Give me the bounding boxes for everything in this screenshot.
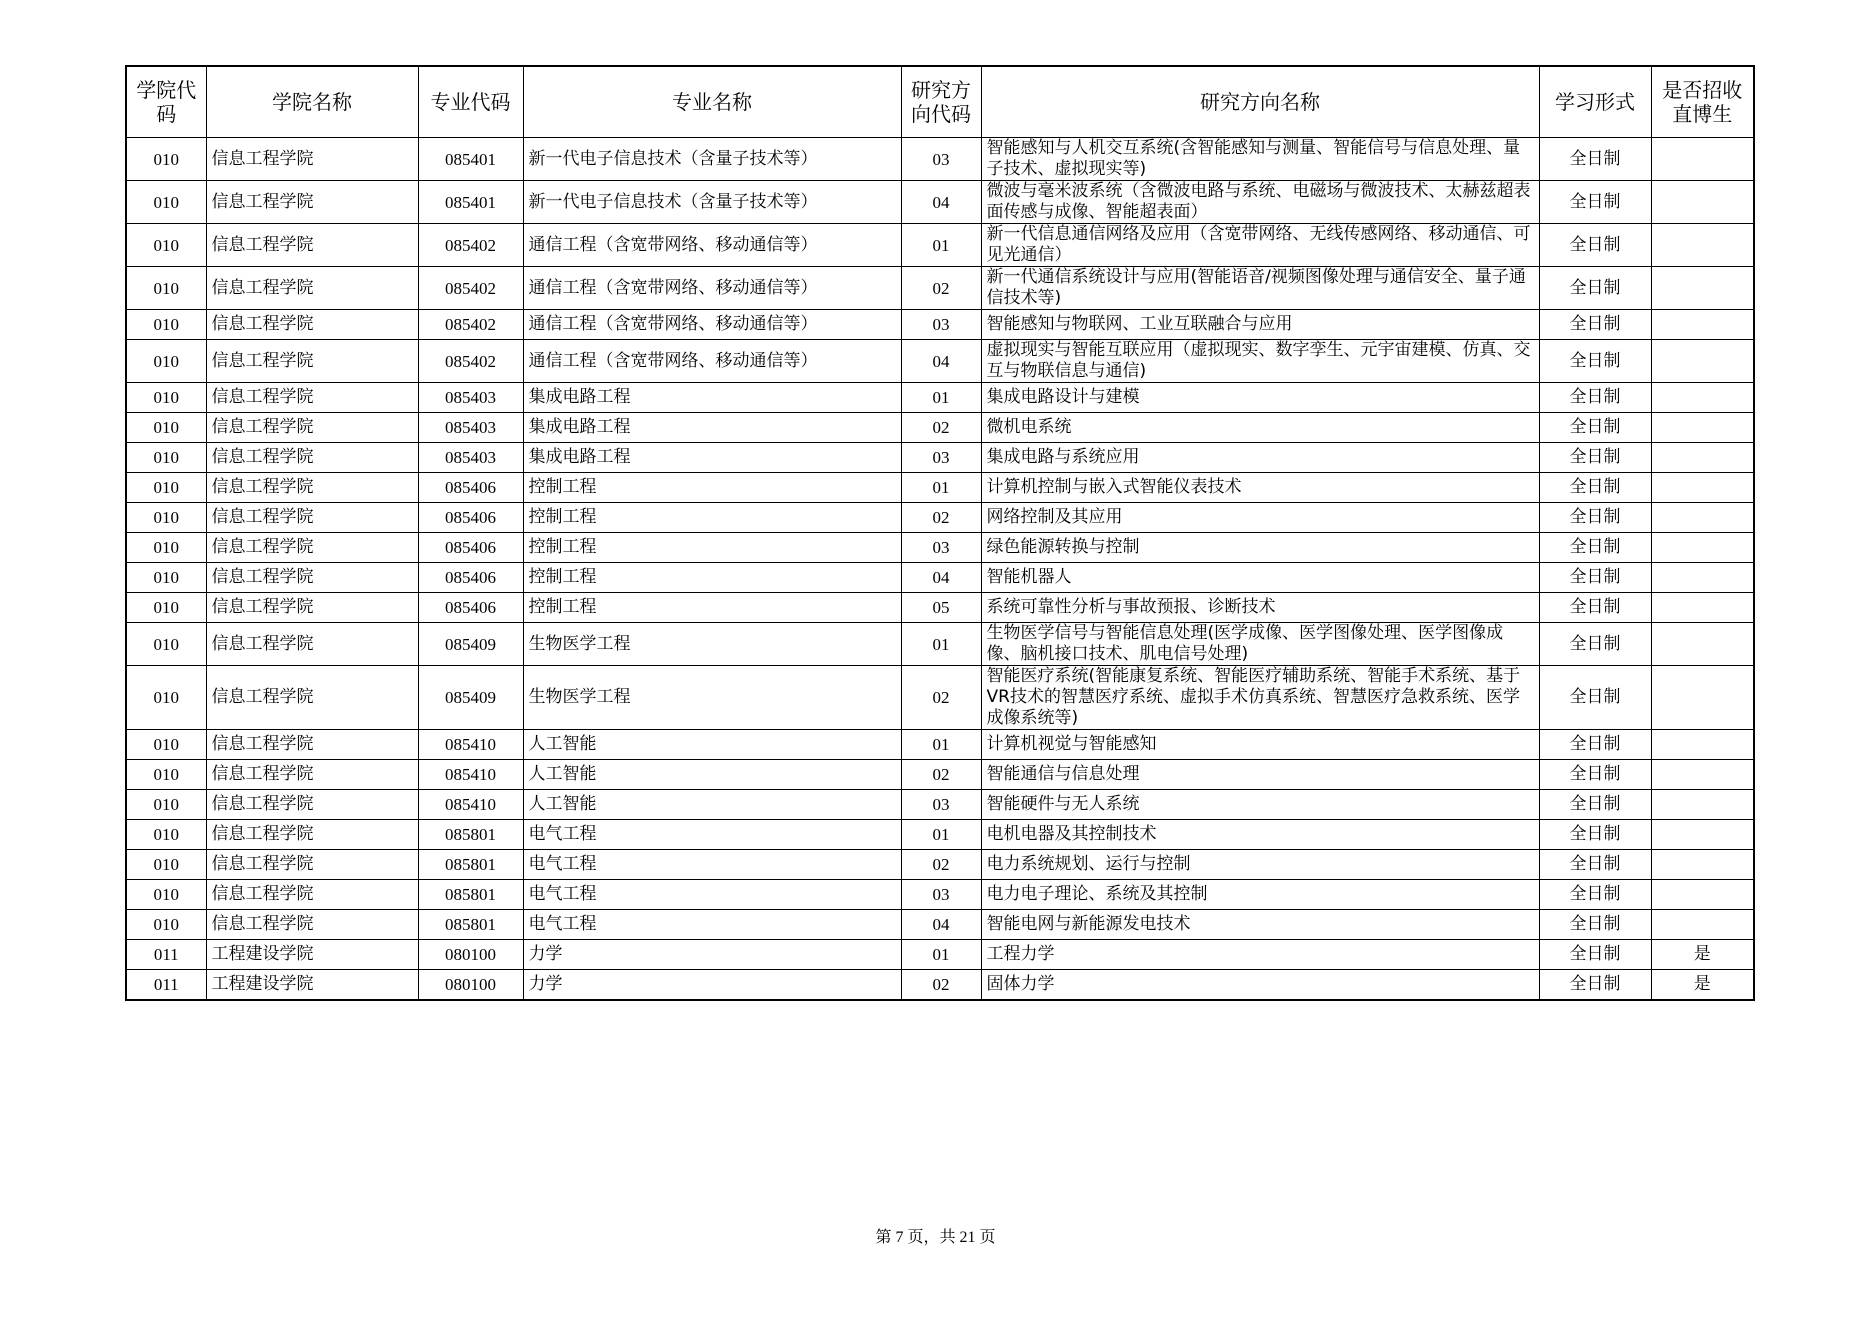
cell-college-code: 010 (126, 473, 206, 503)
table-row (126, 181, 1754, 224)
cell-major-name: 生物医学工程 (523, 666, 901, 730)
cell-major-name: 电气工程 (523, 880, 901, 910)
cell-college-code: 010 (126, 666, 206, 730)
cell-study-mode: 全日制 (1539, 730, 1651, 760)
cell-major-code: 085409 (418, 623, 523, 666)
cell-study-mode: 全日制 (1539, 181, 1651, 224)
cell-college-name: 信息工程学院 (206, 623, 418, 666)
cell-major-code: 085403 (418, 413, 523, 443)
table-row (126, 910, 1754, 940)
cell-direction-code: 01 (901, 820, 981, 850)
cell-college-code: 010 (126, 910, 206, 940)
cell-major-code: 085402 (418, 267, 523, 310)
cell-direction-code: 01 (901, 473, 981, 503)
table-row (126, 666, 1754, 730)
cell-direction-name: 绿色能源转换与控制 (981, 533, 1539, 563)
cell-direction-code: 01 (901, 383, 981, 413)
cell-major-code: 085801 (418, 820, 523, 850)
cell-direct-phd (1651, 880, 1754, 910)
cell-study-mode: 全日制 (1539, 310, 1651, 340)
cell-major-name: 通信工程（含宽带网络、移动通信等） (523, 340, 901, 383)
cell-college-code: 010 (126, 820, 206, 850)
cell-direct-phd: 是 (1651, 940, 1754, 970)
cell-college-name: 信息工程学院 (206, 790, 418, 820)
cell-major-name: 人工智能 (523, 760, 901, 790)
cell-college-name: 信息工程学院 (206, 473, 418, 503)
header-major-name: 专业名称 (523, 66, 901, 138)
cell-direction-name: 智能感知与物联网、工业互联融合与应用 (981, 310, 1539, 340)
cell-direction-name: 网络控制及其应用 (981, 503, 1539, 533)
cell-direction-code: 01 (901, 224, 981, 267)
cell-major-name: 电气工程 (523, 910, 901, 940)
cell-major-name: 通信工程（含宽带网络、移动通信等） (523, 267, 901, 310)
cell-college-code: 010 (126, 880, 206, 910)
cell-major-code: 085402 (418, 310, 523, 340)
cell-major-code: 085406 (418, 503, 523, 533)
cell-study-mode: 全日制 (1539, 850, 1651, 880)
cell-college-name: 信息工程学院 (206, 310, 418, 340)
cell-major-code: 080100 (418, 970, 523, 1000)
cell-direction-code: 01 (901, 730, 981, 760)
cell-study-mode: 全日制 (1539, 473, 1651, 503)
cell-college-name: 信息工程学院 (206, 850, 418, 880)
cell-direction-name: 微波与毫米波系统（含微波电路与系统、电磁场与微波技术、太赫兹超表面传感与成像、智能超表面） (981, 181, 1539, 224)
cell-college-code: 011 (126, 970, 206, 1000)
cell-college-name: 信息工程学院 (206, 820, 418, 850)
cell-major-code: 085401 (418, 138, 523, 181)
cell-direct-phd (1651, 593, 1754, 623)
cell-college-code: 010 (126, 850, 206, 880)
table-row (126, 267, 1754, 310)
cell-direction-name: 智能电网与新能源发电技术 (981, 910, 1539, 940)
cell-college-name: 信息工程学院 (206, 666, 418, 730)
header-college-code: 学院代码 (126, 66, 206, 138)
table-row (126, 970, 1754, 1000)
cell-college-name: 信息工程学院 (206, 383, 418, 413)
cell-major-name: 控制工程 (523, 473, 901, 503)
cell-college-code: 010 (126, 310, 206, 340)
cell-major-name: 力学 (523, 970, 901, 1000)
table-row (126, 593, 1754, 623)
cell-direction-code: 02 (901, 413, 981, 443)
cell-direction-name: 智能通信与信息处理 (981, 760, 1539, 790)
table-row (126, 850, 1754, 880)
table-row (126, 138, 1754, 181)
cell-direct-phd (1651, 760, 1754, 790)
cell-major-name: 控制工程 (523, 503, 901, 533)
table-row (126, 790, 1754, 820)
cell-direction-name: 新一代信息通信网络及应用（含宽带网络、无线传感网络、移动通信、可见光通信） (981, 224, 1539, 267)
cell-direction-code: 03 (901, 533, 981, 563)
cell-study-mode: 全日制 (1539, 138, 1651, 181)
cell-college-name: 信息工程学院 (206, 593, 418, 623)
cell-study-mode: 全日制 (1539, 443, 1651, 473)
cell-direct-phd (1651, 340, 1754, 383)
cell-major-code: 085403 (418, 383, 523, 413)
cell-direct-phd (1651, 533, 1754, 563)
cell-college-code: 010 (126, 340, 206, 383)
cell-college-name: 信息工程学院 (206, 138, 418, 181)
cell-direction-code: 03 (901, 310, 981, 340)
cell-direction-name: 电力电子理论、系统及其控制 (981, 880, 1539, 910)
cell-direction-code: 04 (901, 181, 981, 224)
cell-college-code: 010 (126, 730, 206, 760)
cell-major-name: 新一代电子信息技术（含量子技术等） (523, 138, 901, 181)
cell-study-mode: 全日制 (1539, 970, 1651, 1000)
cell-direction-name: 集成电路设计与建模 (981, 383, 1539, 413)
cell-college-code: 010 (126, 267, 206, 310)
cell-college-name: 信息工程学院 (206, 413, 418, 443)
cell-direct-phd (1651, 413, 1754, 443)
header-direction-name: 研究方向名称 (981, 66, 1539, 138)
cell-direction-code: 02 (901, 850, 981, 880)
cell-major-name: 控制工程 (523, 563, 901, 593)
cell-college-name: 信息工程学院 (206, 880, 418, 910)
cell-major-code: 085409 (418, 666, 523, 730)
cell-major-name: 人工智能 (523, 790, 901, 820)
cell-direction-code: 02 (901, 267, 981, 310)
cell-college-code: 010 (126, 593, 206, 623)
cell-direct-phd (1651, 790, 1754, 820)
cell-study-mode: 全日制 (1539, 267, 1651, 310)
cell-study-mode: 全日制 (1539, 880, 1651, 910)
cell-direction-name: 电力系统规划、运行与控制 (981, 850, 1539, 880)
table-row (126, 473, 1754, 503)
cell-direction-code: 04 (901, 910, 981, 940)
cell-college-code: 010 (126, 224, 206, 267)
cell-direction-name: 工程力学 (981, 940, 1539, 970)
cell-major-code: 085410 (418, 790, 523, 820)
cell-major-name: 电气工程 (523, 850, 901, 880)
cell-study-mode: 全日制 (1539, 563, 1651, 593)
cell-college-code: 010 (126, 443, 206, 473)
cell-direction-name: 智能硬件与无人系统 (981, 790, 1539, 820)
table-body (126, 138, 1754, 1000)
cell-study-mode: 全日制 (1539, 533, 1651, 563)
cell-direction-name: 系统可靠性分析与事故预报、诊断技术 (981, 593, 1539, 623)
cell-direction-code: 03 (901, 790, 981, 820)
cell-direct-phd: 是 (1651, 970, 1754, 1000)
page-footer: 第 7 页，共 21 页 (875, 1229, 996, 1246)
cell-direction-code: 05 (901, 593, 981, 623)
cell-major-name: 人工智能 (523, 730, 901, 760)
cell-study-mode: 全日制 (1539, 503, 1651, 533)
table-row (126, 940, 1754, 970)
cell-direct-phd (1651, 181, 1754, 224)
cell-college-code: 010 (126, 533, 206, 563)
cell-study-mode: 全日制 (1539, 413, 1651, 443)
table-row (126, 503, 1754, 533)
cell-direction-name: 智能感知与人机交互系统(含智能感知与测量、智能信号与信息处理、量子技术、虚拟现实等) (981, 138, 1539, 181)
table-row (126, 340, 1754, 383)
cell-major-code: 085406 (418, 563, 523, 593)
cell-direction-code: 04 (901, 563, 981, 593)
cell-college-name: 信息工程学院 (206, 533, 418, 563)
cell-direct-phd (1651, 503, 1754, 533)
cell-direct-phd (1651, 820, 1754, 850)
cell-major-name: 控制工程 (523, 593, 901, 623)
cell-direction-code: 01 (901, 623, 981, 666)
cell-major-code: 085410 (418, 760, 523, 790)
cell-college-code: 010 (126, 383, 206, 413)
header-study-mode: 学习形式 (1539, 66, 1651, 138)
cell-study-mode: 全日制 (1539, 760, 1651, 790)
cell-major-code: 085406 (418, 533, 523, 563)
cell-direct-phd (1651, 310, 1754, 340)
cell-major-name: 通信工程（含宽带网络、移动通信等） (523, 310, 901, 340)
cell-college-name: 信息工程学院 (206, 503, 418, 533)
cell-major-code: 085410 (418, 730, 523, 760)
cell-direction-name: 微机电系统 (981, 413, 1539, 443)
cell-direct-phd (1651, 267, 1754, 310)
cell-college-name: 信息工程学院 (206, 181, 418, 224)
cell-study-mode: 全日制 (1539, 820, 1651, 850)
cell-major-code: 085402 (418, 340, 523, 383)
cell-study-mode: 全日制 (1539, 224, 1651, 267)
cell-college-code: 010 (126, 623, 206, 666)
cell-college-code: 010 (126, 138, 206, 181)
cell-major-name: 集成电路工程 (523, 443, 901, 473)
cell-major-code: 085403 (418, 443, 523, 473)
cell-major-code: 085406 (418, 593, 523, 623)
cell-college-code: 010 (126, 760, 206, 790)
cell-direct-phd (1651, 138, 1754, 181)
cell-direct-phd (1651, 910, 1754, 940)
cell-direction-name: 生物医学信号与智能信息处理(医学成像、医学图像处理、医学图像成像、脑机接口技术、肌电信号处理) (981, 623, 1539, 666)
cell-major-name: 集成电路工程 (523, 383, 901, 413)
table-row (126, 443, 1754, 473)
cell-major-code: 085402 (418, 224, 523, 267)
cell-direction-code: 03 (901, 443, 981, 473)
table-row (126, 224, 1754, 267)
cell-college-name: 工程建设学院 (206, 940, 418, 970)
cell-college-name: 信息工程学院 (206, 910, 418, 940)
header-row (126, 66, 1754, 138)
table-row (126, 383, 1754, 413)
cell-study-mode: 全日制 (1539, 790, 1651, 820)
table-row (126, 760, 1754, 790)
cell-major-name: 力学 (523, 940, 901, 970)
cell-direct-phd (1651, 666, 1754, 730)
cell-college-code: 010 (126, 503, 206, 533)
cell-direction-name: 智能医疗系统(智能康复系统、智能医疗辅助系统、智能手术系统、基于VR技术的智慧医疗系统、虚拟手术仿真系统、智慧医疗急救系统、医学成像系统等) (981, 666, 1539, 730)
cell-study-mode: 全日制 (1539, 383, 1651, 413)
cell-college-name: 信息工程学院 (206, 443, 418, 473)
cell-study-mode: 全日制 (1539, 910, 1651, 940)
cell-college-name: 信息工程学院 (206, 563, 418, 593)
cell-direct-phd (1651, 443, 1754, 473)
cell-direction-name: 电机电器及其控制技术 (981, 820, 1539, 850)
table-row (126, 533, 1754, 563)
cell-college-code: 010 (126, 181, 206, 224)
cell-study-mode: 全日制 (1539, 593, 1651, 623)
cell-study-mode: 全日制 (1539, 623, 1651, 666)
cell-major-name: 集成电路工程 (523, 413, 901, 443)
cell-college-name: 信息工程学院 (206, 760, 418, 790)
cell-direction-code: 02 (901, 760, 981, 790)
cell-direction-code: 04 (901, 340, 981, 383)
table-row (126, 623, 1754, 666)
cell-major-code: 085406 (418, 473, 523, 503)
cell-direction-name: 智能机器人 (981, 563, 1539, 593)
cell-major-code: 080100 (418, 940, 523, 970)
cell-study-mode: 全日制 (1539, 340, 1651, 383)
table-row (126, 730, 1754, 760)
cell-major-name: 生物医学工程 (523, 623, 901, 666)
cell-direction-code: 02 (901, 503, 981, 533)
table-row (126, 820, 1754, 850)
cell-direction-name: 计算机视觉与智能感知 (981, 730, 1539, 760)
cell-direction-code: 02 (901, 666, 981, 730)
cell-major-code: 085401 (418, 181, 523, 224)
cell-direction-name: 计算机控制与嵌入式智能仪表技术 (981, 473, 1539, 503)
cell-direct-phd (1651, 224, 1754, 267)
cell-major-code: 085801 (418, 850, 523, 880)
table-row (126, 413, 1754, 443)
header-direction-code: 研究方向代码 (901, 66, 981, 138)
cell-direction-code: 01 (901, 940, 981, 970)
cell-direct-phd (1651, 473, 1754, 503)
cell-college-name: 信息工程学院 (206, 267, 418, 310)
cell-major-name: 控制工程 (523, 533, 901, 563)
cell-major-code: 085801 (418, 880, 523, 910)
cell-direct-phd (1651, 563, 1754, 593)
cell-direct-phd (1651, 850, 1754, 880)
cell-direction-code: 03 (901, 138, 981, 181)
cell-college-name: 信息工程学院 (206, 730, 418, 760)
cell-college-code: 010 (126, 413, 206, 443)
cell-college-code: 010 (126, 563, 206, 593)
cell-college-code: 010 (126, 790, 206, 820)
cell-major-name: 电气工程 (523, 820, 901, 850)
header-college-name: 学院名称 (206, 66, 418, 138)
cell-direct-phd (1651, 730, 1754, 760)
cell-major-name: 新一代电子信息技术（含量子技术等） (523, 181, 901, 224)
cell-direction-name: 集成电路与系统应用 (981, 443, 1539, 473)
header-direct-phd: 是否招收直博生 (1651, 66, 1754, 138)
cell-college-code: 011 (126, 940, 206, 970)
cell-direction-code: 03 (901, 880, 981, 910)
table-row (126, 563, 1754, 593)
cell-direction-name: 固体力学 (981, 970, 1539, 1000)
cell-direction-name: 虚拟现实与智能互联应用（虚拟现实、数字孪生、元宇宙建模、仿真、交互与物联信息与通信) (981, 340, 1539, 383)
cell-direct-phd (1651, 623, 1754, 666)
program-table (125, 65, 1755, 1001)
header-major-code: 专业代码 (418, 66, 523, 138)
cell-direction-name: 新一代通信系统设计与应用(智能语音/视频图像处理与通信安全、量子通信技术等) (981, 267, 1539, 310)
cell-study-mode: 全日制 (1539, 940, 1651, 970)
table-row (126, 880, 1754, 910)
cell-college-name: 工程建设学院 (206, 970, 418, 1000)
cell-direction-code: 02 (901, 970, 981, 1000)
cell-college-name: 信息工程学院 (206, 224, 418, 267)
cell-college-name: 信息工程学院 (206, 340, 418, 383)
cell-study-mode: 全日制 (1539, 666, 1651, 730)
cell-direct-phd (1651, 383, 1754, 413)
cell-major-name: 通信工程（含宽带网络、移动通信等） (523, 224, 901, 267)
table-row (126, 310, 1754, 340)
cell-major-code: 085801 (418, 910, 523, 940)
